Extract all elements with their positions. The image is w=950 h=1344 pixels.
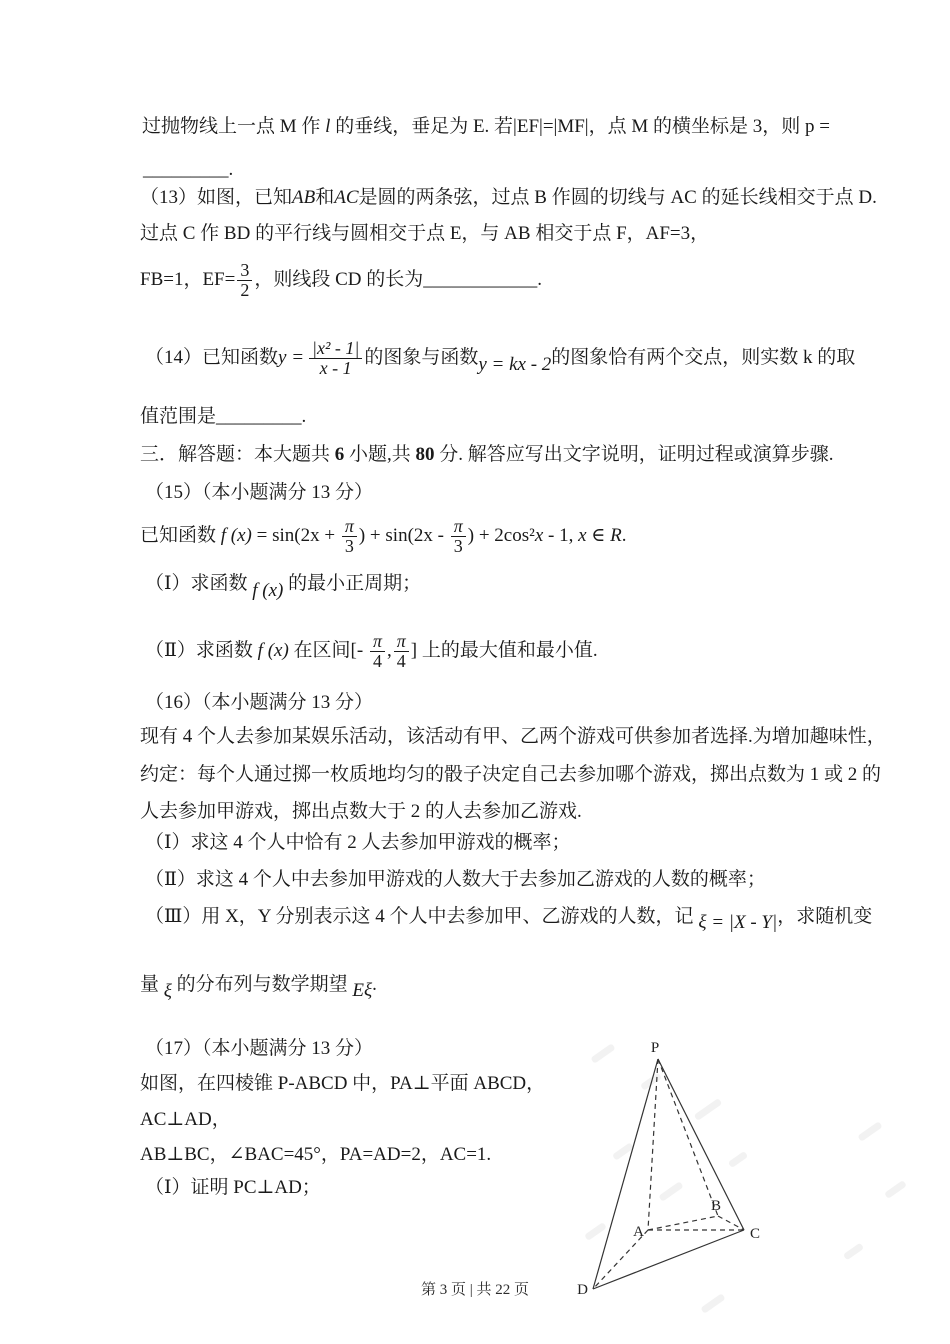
fraction-pi-4: $\frac{\pi}{4}$ [394, 632, 409, 670]
text-fragment: ，则线段 CD 的长为 [254, 269, 424, 291]
text-fragment: （Ⅱ）求函数 [145, 640, 258, 662]
text-fragment: 和 [315, 187, 335, 208]
text-fragment: 约定：每个人通过掷一枚质地均匀的骰子决定自己去参加哪个游戏，掷出点数为 1 或 2 的 [140, 764, 882, 785]
text-fragment: ∈ [586, 525, 611, 547]
q12-line1 [142, 115, 830, 139]
text-fragment: 在区间[- [288, 640, 368, 662]
q15-formula [140, 508, 626, 564]
q14-line2 [140, 405, 306, 429]
text-fragment: （15）（本小题满分 13 分） [145, 482, 374, 503]
math-var-AC: AC [334, 187, 359, 208]
q12-answer-blank [143, 158, 233, 182]
text-fragment: （Ⅱ）求这 4 个人中去参加甲游戏的人数大于去参加乙游戏的人数的概率； [145, 869, 766, 890]
text-fragment: 分. 解答应写出文字说明，证明过程或演算步骤. [434, 444, 834, 465]
blank-underline: ____________ [423, 269, 538, 291]
q16-line2 [140, 763, 881, 787]
text-fragment: , [386, 640, 392, 662]
fraction-abs-x2-1: $\frac{\text{|x² - 1|}}{x - 1}$ [309, 339, 362, 377]
math-rational-function [278, 339, 364, 377]
text-fragment: 人去参加甲游戏，掷出点数大于 2 的人去参加乙游戏. [140, 801, 582, 822]
text-fragment: 如图，在四棱锥 P-ABCD 中，PA⊥平面 ABCD， [140, 1073, 546, 1094]
watermark-mark [843, 1243, 864, 1261]
q15-header [145, 481, 373, 505]
edge-PC [658, 1059, 744, 1230]
text-fragment: 过点 C 作 BD 的平行线与圆相交于点 E，与 AB 相交于点 F，AF=3， [140, 223, 710, 244]
text-fragment: FB=1，EF= [140, 269, 236, 291]
text-fragment: （14）已知函数 [145, 347, 279, 369]
text-fragment: 过抛物线上一点 M 作 [142, 116, 326, 137]
text-fragment: 的图象与函数 [364, 347, 479, 369]
q13-line1 [140, 186, 877, 210]
vertex-label-P: P [650, 1040, 660, 1056]
q16-line1 [140, 725, 886, 749]
edge-PB [658, 1059, 718, 1216]
text-fragment: AC⊥AD， [140, 1109, 231, 1130]
edge-PA [648, 1059, 658, 1230]
text-fragment: （16）（本小题满分 13 分） [145, 692, 374, 713]
q17-line3 [140, 1143, 491, 1167]
math-var-AB: AB [292, 187, 316, 208]
q17-header [145, 1037, 373, 1061]
q17-part1 [145, 1176, 321, 1200]
math-expectation: Eξ [352, 980, 373, 1001]
math-var-x: x [534, 525, 544, 547]
q13-line2 [140, 222, 709, 246]
text-fragment: = sin(2x + [251, 525, 340, 547]
math-fx: f (x) [257, 640, 289, 662]
text-fragment: 的图象恰有两个交点，则实数 k 的取 [551, 347, 856, 369]
fraction-pi-3: $\frac{\pi}{3}$ [451, 517, 466, 555]
text-fragment: 小题,共 [344, 444, 416, 465]
text-fragment: ) + 2cos² [467, 525, 535, 547]
blank-underline: _________. [216, 406, 307, 427]
math-y-equals: y = [278, 347, 305, 369]
q17-line1 [140, 1072, 545, 1096]
text-fragment: AB⊥BC，∠BAC=45°，PA=AD=2，AC=1. [140, 1144, 492, 1165]
text-fragment: （Ⅰ）证明 PC⊥AD； [145, 1177, 321, 1198]
fraction-3-2: $\frac{3}{2}$ [237, 261, 252, 299]
text-fragment: - 1, [543, 525, 579, 547]
text-fragment: . [621, 525, 627, 547]
text-fragment: 的最小正周期； [283, 573, 422, 594]
math-var-x: x [578, 525, 587, 547]
math-fx: f (x) [220, 525, 252, 547]
math-linear-function: y = kx - 2 [478, 354, 552, 376]
q16-line3 [140, 800, 582, 824]
q16-part1 [145, 831, 571, 855]
text-fragment: . [372, 974, 377, 995]
math-xi-equation: ξ = |X - Y| [698, 912, 778, 933]
q17-line2 [140, 1108, 231, 1132]
text-fragment: （Ⅰ）求函数 [145, 573, 253, 594]
text-fragment: 是圆的两条弦，过点 B 作圆的切线与 AC 的延长线相交于点 D. [358, 187, 877, 208]
math-fx: f (x) [252, 580, 284, 601]
text-fragment: 已知函数 [140, 525, 221, 547]
vertex-label-C: C [750, 1226, 761, 1242]
q13-line3 [140, 255, 542, 305]
vertex-label-D: D [577, 1282, 588, 1298]
text-fragment: . [537, 269, 542, 291]
text-fragment: （17）（本小题满分 13 分） [145, 1038, 374, 1059]
edge-PD [593, 1059, 658, 1289]
q16-part3-cont [140, 973, 377, 1002]
text-fragment: 值范围是 [140, 406, 217, 427]
bold-count-6: 6 [334, 444, 345, 465]
q15-part1 [145, 572, 422, 601]
text-fragment: ，求随机变 [777, 906, 873, 927]
math-var-R: R [610, 525, 622, 547]
text-fragment: 的分布列与数学期望 [171, 974, 353, 995]
text-fragment: （Ⅲ）用 X，Y 分别表示这 4 个人中去参加甲、乙游戏的人数，记 [145, 906, 699, 927]
text-fragment: ] 上的最大值和最小值. [410, 640, 598, 662]
q14-line1 [145, 320, 855, 396]
fraction-pi-4: $\frac{\pi}{4}$ [370, 632, 385, 670]
math-var-l: l [325, 116, 331, 137]
text-fragment: （13）如图，已知 [140, 187, 293, 208]
text-fragment: 的垂线，垂足为 E. 若|EF|=|MF|，点 M 的横坐标是 3，则 p = [330, 116, 830, 137]
text-fragment: （Ⅰ）求这 4 个人中恰有 2 人去参加甲游戏的概率； [145, 832, 571, 853]
text-fragment: 三．解答题：本大题共 [140, 444, 335, 465]
vertex-label-B: B [710, 1198, 722, 1214]
q16-part2 [145, 868, 766, 892]
edge-AB [648, 1216, 718, 1230]
text-fragment: 量 [140, 974, 164, 995]
q16-header [145, 691, 373, 715]
bold-count-80: 80 [415, 444, 435, 465]
q15-part2 [145, 625, 598, 677]
math-var-xi: ξ [163, 981, 172, 1002]
vertex-label-A: A [633, 1224, 644, 1240]
watermark-mark [884, 1180, 907, 1199]
text-fragment: ) + sin(2x - [358, 525, 449, 547]
watermark-mark [857, 1121, 882, 1142]
page-footer: 第 3 页 | 共 22 页 [420, 1282, 529, 1298]
text-fragment: 现有 4 个人去参加某娱乐活动，该活动有甲、乙两个游戏可供参加者选择.为增加趣味性， [140, 726, 886, 747]
q16-part3 [145, 905, 873, 933]
section3-header [140, 443, 834, 467]
fraction-pi-3: $\frac{\pi}{3}$ [342, 517, 357, 555]
blank-underline: _________. [143, 159, 234, 180]
